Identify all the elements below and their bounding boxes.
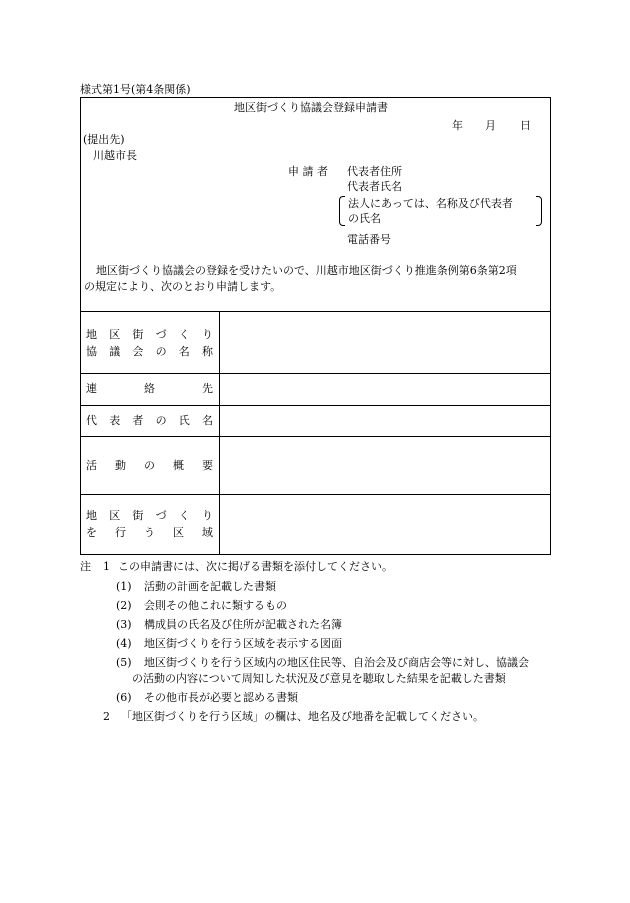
note-item-text: 会則その他これに類するもの	[144, 599, 287, 612]
note-item-number: (1)	[116, 580, 132, 593]
note-item-text: その他市長が必要と認める書類	[144, 691, 298, 704]
note-item-text: 構成員の氏名及び住所が記載された名簿	[144, 618, 342, 631]
addressee-name: 川越市長	[93, 149, 137, 162]
table-row-divider	[80, 436, 551, 437]
note-item-number: (4)	[116, 637, 132, 650]
corp-note-bracket-left	[339, 196, 345, 226]
table-row-divider	[80, 494, 551, 495]
note-item-number: (6)	[116, 691, 132, 704]
table-row-divider	[80, 373, 551, 374]
body-text-line1: 地区街づくり協議会の登録を受けたいので、川越市地区街づくり推進条例第6条第2項	[96, 264, 517, 277]
row-label-activity-overview: 活 動 の 概 要	[86, 459, 213, 472]
note1-number: 1	[103, 560, 110, 573]
row-label-contact: 連 絡 先	[86, 382, 213, 395]
table-column-divider	[219, 311, 220, 554]
note-item-text: 活動の計画を記載した書類	[144, 580, 276, 593]
applicant-name: 代表者氏名	[347, 180, 402, 193]
addressee-label: (提出先)	[83, 133, 125, 146]
note-item-text: 地区街づくりを行う区域を表示する図面	[144, 637, 342, 650]
applicant-phone: 電話番号	[347, 233, 391, 246]
form-number: 様式第1号(第4条関係)	[80, 83, 191, 96]
row-label-council-name-line1: 地 区 街 づ く り	[86, 328, 213, 341]
row-label-representative-name: 代 表 者 の 氏 名	[86, 414, 213, 427]
date-day: 日	[520, 119, 531, 132]
note-item-number: (5)	[116, 656, 132, 669]
date-year: 年	[452, 119, 463, 132]
notes-label: 注	[80, 560, 91, 573]
corp-note-line2: の氏名	[348, 212, 381, 225]
form-title: 地区街づくり協議会登録申請書	[234, 101, 388, 114]
row-label-area-line2: を 行 う 区 域	[86, 526, 213, 539]
body-text-line2: の規定により、次のとおり申請します。	[84, 280, 282, 293]
note-item-text-continued: の活動の内容について周知した状況及び意見を聴取した結果を記載した書類	[132, 672, 506, 685]
note2-number: 2	[103, 710, 110, 723]
table-top-line	[80, 311, 551, 312]
row-label-area-line1: 地 区 街 づ く り	[86, 509, 213, 522]
corp-note-bracket-right	[536, 196, 542, 226]
applicant-address: 代表者住所	[347, 165, 402, 178]
note-item-number: (3)	[116, 618, 132, 631]
table-row-divider	[80, 405, 551, 406]
note-item-number: (2)	[116, 599, 132, 612]
applicant-label: 申 請 者	[288, 165, 328, 178]
note1-text: この申請書には、次に掲げる書類を添付してください。	[118, 560, 393, 573]
note-item-text: 地区街づくりを行う区域内の地区住民等、自治会及び商店会等に対し、協議会	[144, 656, 529, 669]
date-month: 月	[485, 119, 496, 132]
corp-note-line1: 法人にあっては、名称及び代表者	[348, 197, 513, 210]
note2-text: 「地区街づくりを行う区域」の欄は、地名及び地番を記載してください。	[121, 710, 484, 723]
row-label-council-name-line2: 協 議 会 の 名 称	[86, 345, 213, 358]
